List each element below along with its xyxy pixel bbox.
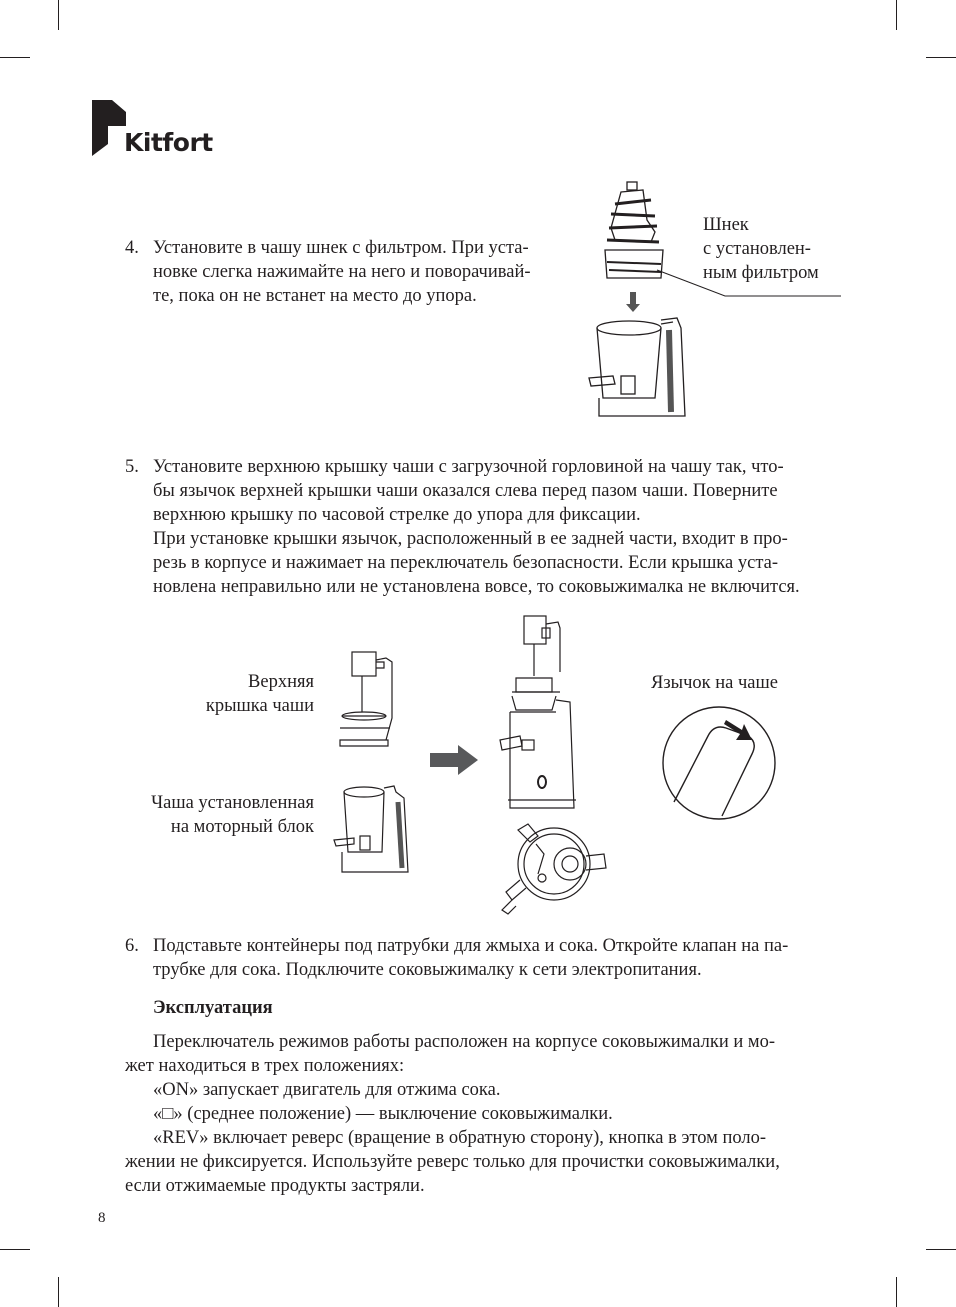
- crop-mark: [926, 57, 956, 58]
- step6-line: Подставьте контейнеры под патрубки для жмыха и сока. Откройте клапан на па-: [153, 936, 789, 956]
- logo-icon: [92, 100, 128, 156]
- section-line: жет находиться в трех положениях:: [125, 1056, 405, 1076]
- auger-label-line: Шнек: [703, 215, 749, 235]
- step5-line: верхнюю крышку по часовой стрелке до упора для фиксации.: [153, 505, 641, 525]
- step-number: 4.: [125, 238, 139, 258]
- top-lid-illustration: [332, 648, 412, 752]
- auger-label-line: с установлен-: [703, 239, 811, 259]
- crop-mark: [0, 57, 30, 58]
- bowl-label-line: Чаша установленная: [151, 793, 314, 813]
- step5-line: При установке крышки язычок, расположенный в ее задней части, входит в про-: [153, 529, 788, 549]
- crop-mark: [0, 1249, 30, 1250]
- crop-mark: [926, 1249, 956, 1250]
- top-lid-label-line: Верхняя: [248, 672, 314, 692]
- bowl-tab-detail-illustration: [660, 706, 780, 822]
- section-line: если отжимаемые продукты застряли.: [125, 1176, 425, 1196]
- step5-line: бы язычок верхней крышки чаши оказался слева перед пазом чаши. Поверните: [153, 481, 778, 501]
- section-line: «□» (среднее положение) — выключение соковыжималки.: [153, 1104, 613, 1124]
- assembled-juicer-illustration: [498, 612, 588, 812]
- bowl-tab-label: Язычок на чаше: [651, 673, 778, 693]
- section-line: Переключатель режимов работы расположен на корпусе соковыжималки и мо-: [153, 1032, 776, 1052]
- top-lid-label-line: крышка чаши: [205, 696, 314, 716]
- crop-mark: [896, 0, 897, 30]
- step4-line: те, пока он не встанет на место до упора.: [153, 286, 477, 306]
- section-line: «REV» включает реверс (вращение в обратную сторону), кнопка в этом поло-: [153, 1128, 767, 1148]
- step-number: 6.: [125, 936, 139, 956]
- auger-label-line: ным фильтром: [703, 263, 819, 283]
- step5-line: Установите верхнюю крышку чаши с загрузочной горловиной на чашу так, что-: [153, 457, 784, 477]
- step-number: 5.: [125, 457, 139, 477]
- brand-name: Kitfort: [124, 128, 213, 157]
- arrow-right-icon: [430, 745, 480, 775]
- crop-mark: [58, 0, 59, 30]
- page-number: 8: [98, 1210, 106, 1226]
- step5-line: новлена неправильно или не установлена вовсе, то соковыжималка не включится.: [153, 577, 800, 597]
- section-heading: Эксплуатация: [153, 998, 273, 1018]
- bowl-on-motor-illustration: [332, 780, 418, 876]
- step4-line: Установите в чашу шнек с фильтром. При уста-: [153, 238, 529, 258]
- step6-line: трубке для сока. Подключите соковыжималку к сети электропитания.: [153, 960, 702, 980]
- top-view-illustration: [498, 820, 610, 915]
- section-line: жении не фиксируется. Используйте реверс только для прочистки соковыжималки,: [125, 1152, 780, 1172]
- section-line: «ON» запускает двигатель для отжима сока.: [153, 1080, 501, 1100]
- step5-line: резь в корпусе и нажимает на переключатель безопасности. Если крышка уста-: [153, 553, 778, 573]
- auger-with-filter-illustration: [585, 180, 845, 425]
- crop-mark: [896, 1277, 897, 1307]
- crop-mark: [58, 1277, 59, 1307]
- step4-line: новке слегка нажимайте на него и поворачивай-: [153, 262, 531, 282]
- bowl-label-line: на моторный блок: [170, 817, 314, 837]
